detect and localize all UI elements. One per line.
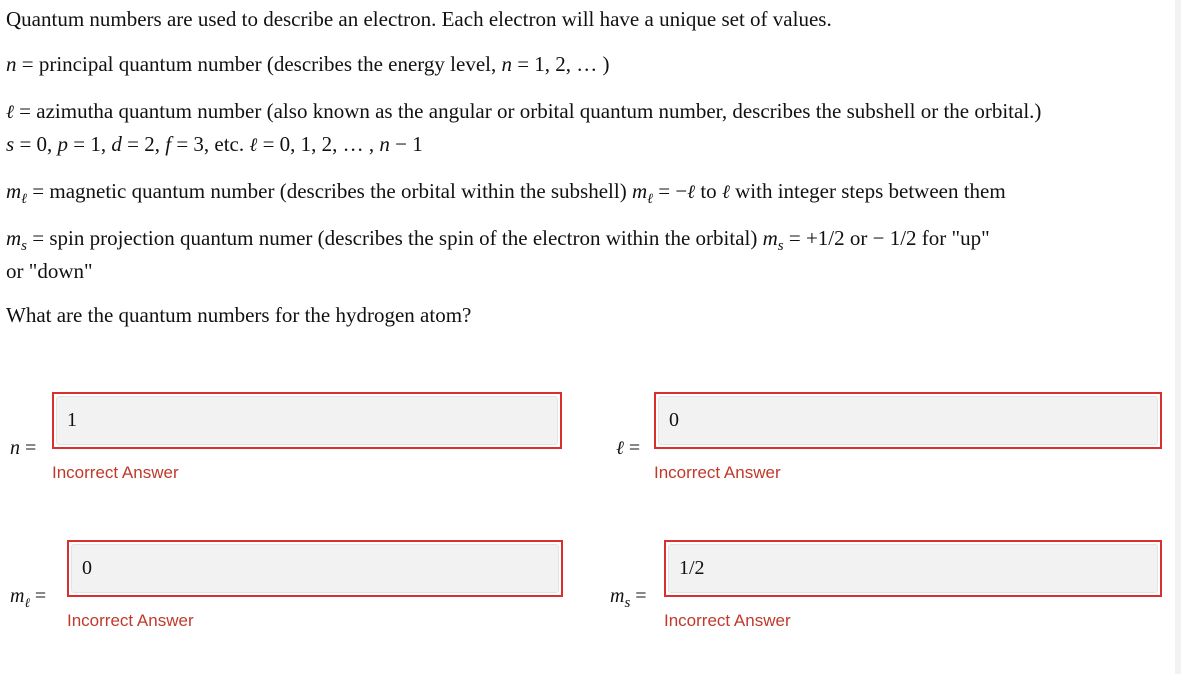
p-symbol: p — [57, 132, 69, 156]
ml-feedback: Incorrect Answer — [67, 611, 194, 630]
ml-definition-text: = magnetic quantum number (describes the orbital within the subshell) — [32, 179, 627, 203]
ell-symbol: ℓ — [6, 101, 14, 123]
ml-answer-box — [67, 540, 563, 597]
ms-definition-text: = spin projection quantum numer (describes the spin of the electron within the orbital) — [32, 226, 758, 250]
ml-definition — [6, 178, 1006, 207]
question-text: What are the quantum numbers for the hydrogen atom? — [6, 303, 472, 327]
intro-line — [6, 6, 832, 32]
ms-input[interactable]: 1/2 — [668, 544, 1158, 593]
l-feedback: Incorrect Answer — [654, 463, 781, 482]
f-value: = 3, etc. — [176, 132, 245, 156]
p-value: = 1, — [73, 132, 107, 156]
ml-symbol: $m_\ell$ — [6, 179, 28, 207]
l-input[interactable]: 0 — [658, 396, 1158, 445]
ms-symbol-inline: $m_s$ — [762, 226, 784, 254]
ms-definition-continued — [6, 258, 93, 284]
n-input[interactable]: 1 — [56, 396, 558, 445]
ml-to: to — [700, 179, 717, 203]
intro-text: Quantum numbers are used to describe an electron. Each electron will have a unique set of values. — [6, 7, 832, 31]
ell-symbol: ℓ — [687, 181, 696, 203]
n-feedback: Incorrect Answer — [52, 463, 179, 482]
l-range: = 0, 1, 2, … , — [262, 132, 375, 156]
ell-symbol: ℓ — [721, 181, 730, 203]
n-minus-one: − 1 — [395, 132, 423, 156]
ml-input[interactable]: 0 — [71, 544, 559, 593]
s-value: = 0, — [19, 132, 53, 156]
n-symbol: n — [379, 132, 390, 156]
l-definition-text: = azimutha quantum number (also known as the angular or orbital quantum number, describes the subshell or the orbital.) — [19, 99, 1042, 123]
ms-or-down: or "down" — [6, 259, 93, 283]
n-answer-box — [52, 392, 562, 449]
l-answer-box — [654, 392, 1162, 449]
f-symbol: f — [165, 132, 172, 156]
ml-symbol-inline: $m_\ell$ — [631, 179, 653, 207]
ms-symbol: $m_s$ — [6, 226, 28, 254]
d-symbol: d — [111, 132, 122, 156]
s-symbol: s — [6, 132, 15, 156]
spdf-line — [6, 131, 423, 158]
n-values: = 1, 2, … ) — [517, 52, 610, 76]
ml-steps: with integer steps between them — [735, 179, 1006, 203]
ms-answer-box — [664, 540, 1162, 597]
scrollbar-track[interactable] — [1175, 0, 1181, 674]
ms-definition — [6, 225, 990, 254]
ml-field-label: $m_\ell$ = — [10, 585, 47, 611]
n-field-label: n = — [10, 437, 37, 459]
l-definition — [6, 98, 1041, 125]
n-definition — [6, 51, 610, 77]
ms-values: = +1/2 or − 1/2 for "up" — [788, 226, 990, 250]
question-line — [6, 302, 471, 328]
ell-symbol: ℓ — [249, 134, 258, 156]
ml-range: = − — [658, 179, 688, 203]
l-field-label: ℓ = — [616, 437, 641, 459]
ms-field-label: $m_s$ = — [610, 585, 647, 611]
n-symbol: n — [6, 52, 17, 76]
n-symbol-inline: n — [501, 52, 512, 76]
d-value: = 2, — [127, 132, 160, 156]
n-definition-text: = principal quantum number (describes the energy level, — [21, 52, 497, 76]
ms-feedback: Incorrect Answer — [664, 611, 791, 630]
